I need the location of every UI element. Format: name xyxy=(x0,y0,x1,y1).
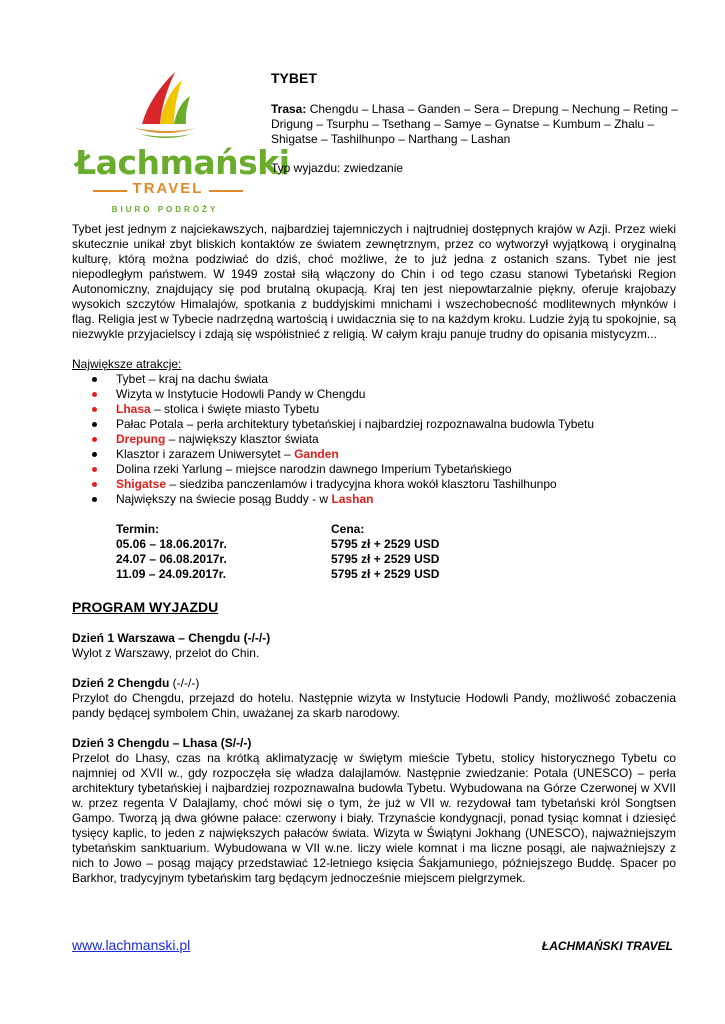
document-body xyxy=(72,222,676,886)
day-text: Wylot z Warszawy, przelot do Chin. xyxy=(72,646,260,660)
program-title: PROGRAM WYJAZDU xyxy=(72,599,219,615)
attraction-item xyxy=(72,447,676,462)
terms-dates xyxy=(116,522,316,582)
day-meals: (-/-/-) xyxy=(172,676,200,690)
attraction-highlight: Drepung xyxy=(116,432,166,446)
attraction-text: – największy klasztor świata xyxy=(165,432,319,446)
attraction-highlight: Lhasa xyxy=(116,402,151,416)
attractions-title: Największe atrakcje: xyxy=(72,357,182,371)
attraction-highlight: Ganden xyxy=(294,447,339,461)
sailboat-icon xyxy=(130,66,200,144)
day-text: Przylot do Chengdu, przejazd do hotelu. Następnie wizyta w Instytucie Hodowli Pandy, możliwość zobaczenia pandy będącej symbolem Chin, uważanej za skarb narodowy. xyxy=(72,691,676,720)
route xyxy=(271,102,681,147)
footer-brand: ŁACHMAŃSKI TRAVEL xyxy=(541,939,673,953)
bullet-icon xyxy=(92,407,97,412)
attraction-item xyxy=(72,462,676,477)
day-title: Dzień 3 Chengdu – Lhasa (S/-/-) xyxy=(72,736,252,750)
trip-header xyxy=(271,70,681,176)
website-link[interactable]: www.lachmanski.pl xyxy=(72,937,191,953)
bullet-icon xyxy=(92,377,97,382)
bullet-icon xyxy=(92,467,97,472)
attraction-text: Tybet – kraj na dachu świata xyxy=(116,372,269,386)
attraction-text: Pałac Potala – perła architektury tybetańskiej i najbardziej rozpoznawalna budowla Tybetu xyxy=(116,417,595,431)
bullet-icon xyxy=(92,482,97,487)
attraction-item xyxy=(72,402,676,417)
attraction-highlight: Shigatse xyxy=(116,477,167,491)
price-label: Cena: xyxy=(331,522,365,536)
trip-type: Typ wyjazdu: zwiedzanie xyxy=(271,161,404,175)
term-date: 24.07 – 06.08.2017r. xyxy=(116,552,227,566)
attraction-item xyxy=(72,417,676,432)
attraction-highlight: Lashan xyxy=(331,492,374,506)
day-title xyxy=(72,676,676,691)
term-date: 11.09 – 24.09.2017r. xyxy=(116,567,227,581)
term-price: 5795 zł + 2529 USD xyxy=(331,552,440,566)
page-title: TYBET xyxy=(271,70,317,86)
attraction-item xyxy=(72,387,676,402)
attraction-text: Klasztor i zarazem Uniwersytet – xyxy=(116,447,295,461)
bullet-icon xyxy=(92,452,97,457)
bullet-icon xyxy=(92,497,97,502)
attraction-item xyxy=(72,492,676,507)
attraction-item xyxy=(72,477,676,492)
terms-prices xyxy=(331,522,531,582)
attraction-text: Największy na świecie posąg Buddy - w xyxy=(116,492,332,506)
term-price: 5795 zł + 2529 USD xyxy=(331,537,440,551)
intro-paragraph: Tybet jest jednym z najciekawszych, najbardziej tajemniczych i najtrudniej dostępnych krajów w Azji. Przez wieki skutecznie unikał zbyt bliskich kontaktów ze światem zewnętrznym, przez co wytworzył wyjątkową i oryginalną kulturę, którą można podziwiać do dziś, choć możliwe, że to już jedna z ostanich szans. Tybet nie jest niepodległym państwem. W 1949 został siłą włączony do Chin i od tego czasu stanowi Tybetański Region Autonomiczny, znajdujący się pod brutalną okupacją. Kraj ten jest niepowtarzalnie piękny, oferuje krajobazy wysokich szczytów Himalajów, spotkania z buddyjskimi mnichami i wszechobecność modlitewnych młynków i flag. Religia jest w Tybecie nadrzędną wartością i uwidacznia się to na każdym kroku. Ludzie żyją tu spokojnie, są niezwykle przyjacielscy i zdają się współistnieć z religią. W całym kraju panuje trudny do opisania mistycyzm... xyxy=(72,222,676,341)
day-title: Dzień 1 Warszawa – Chengdu (-/-/-) xyxy=(72,631,271,645)
program-day xyxy=(72,631,676,661)
attraction-text: – stolica i święte miasto Tybetu xyxy=(150,402,320,416)
bullet-icon xyxy=(92,422,97,427)
attraction-text: – siedziba panczenlamów i tradycyjna khora wokół klasztoru Tashilhunpo xyxy=(166,477,557,491)
dates-label: Termin: xyxy=(116,522,160,536)
day-text: Przelot do Lhasy, czas na krótką aklimatyzację w świętym mieście Tybetu, stolicy historycznego Tybetu co najmniej od XVII w., gdy rozpoczęła się władza dalajlamów. Następnie zwiedzanie: Potala (UNESCO) – perła architektury tybetańskiej i najbardziej rozpoznawalna budowla Tybetu. Wybudowana na Górze Czerwonej w XVII w. przez regenta V Dalajlamy, choć mówi się o tym, że już w VII w. rezydował tam tybetański król Songtsen Gampo. Tworzą ją dwa główne pałace: czerwony i biały. Trzynaście kondygnacji, ponad tysiąc komnat i dziesięć tysięcy kaplic, to jeden z największych pałaców świata. Wizyta w Świątyni Jokhang (UNESCO), najważniejszym tybetańskim sanktuarium. Wybudowana w VII w.ne. liczy wiele komnat i ma liczne posągi, ale najważniejszy z nich to Jowo – posąg mający przedstawiać 12-letniego księcia Śakjamuniego, późniejszego Buddę. Spacer po Barkhor, tradycyjnym tybetańskim targ będącym jednocześnie miejscem pielgrzymek. xyxy=(72,751,676,885)
term-date: 05.06 – 18.06.2017r. xyxy=(116,537,227,551)
route-label: Trasa: xyxy=(271,102,307,116)
bullet-icon xyxy=(92,392,97,397)
attraction-item xyxy=(72,432,676,447)
route-text: Chengdu – Lhasa – Ganden – Sera – Drepung – Nechung – Reting – Drigung – Tsurphu – Tsethang – Samye – Gynatse – Kumbum – Zhalu – Shigatse – Tashilhunpo – Narthang – Lashan xyxy=(271,102,678,146)
attraction-item xyxy=(72,372,676,387)
bullet-icon xyxy=(92,437,97,442)
day-title-text: Dzień 2 Chengdu xyxy=(72,676,173,690)
terms-table xyxy=(116,522,676,582)
attractions-list xyxy=(72,372,676,507)
logo-divider xyxy=(209,190,243,192)
logo-brand: Łachmański xyxy=(75,143,290,182)
program-day xyxy=(72,676,676,721)
program-day xyxy=(72,736,676,886)
logo-travel-row xyxy=(93,181,243,199)
term-price: 5795 zł + 2529 USD xyxy=(331,567,440,581)
attraction-text: Dolina rzeki Yarlung – miejsce narodzin dawnego Imperium Tybetańskiego xyxy=(116,462,512,476)
logo-subtitle: BIURO PODRÓŻY xyxy=(111,205,219,214)
attraction-text: Wizyta w Instytucie Hodowli Pandy w Chengdu xyxy=(116,387,366,401)
logo-travel: TRAVEL xyxy=(132,180,204,197)
